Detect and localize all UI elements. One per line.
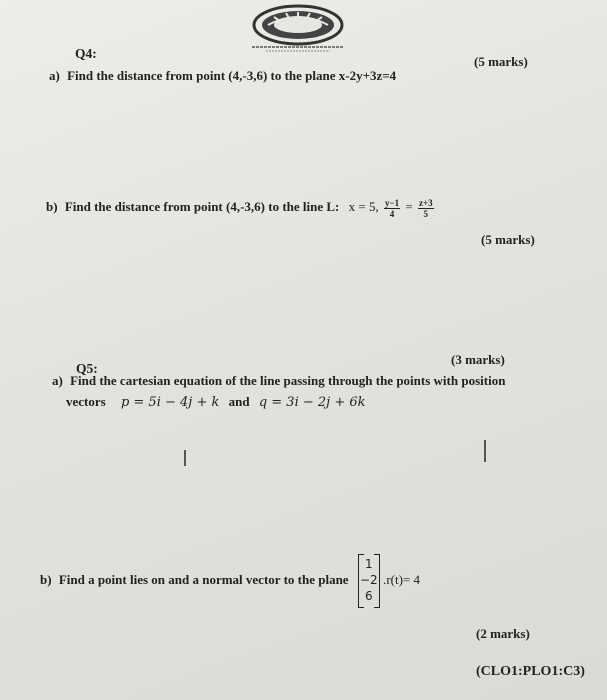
q4b-marks: (5 marks) — [481, 232, 535, 247]
q5b-label: b) — [40, 572, 52, 587]
university-logo — [246, 3, 350, 53]
q4b-frac1-num: y−1 — [384, 197, 400, 208]
q5-heading: Q5: — [76, 361, 98, 376]
pen-mark-right — [484, 440, 486, 462]
q5a-q-vector: q = 3i − 2j + 6k — [258, 395, 366, 410]
q5b-suffix: .r(t)= 4 — [383, 572, 421, 587]
q5b-marks: (2 marks) — [476, 626, 530, 641]
q5a-vectors-label: vectors — [66, 394, 106, 409]
matrix-right-bracket — [374, 554, 380, 608]
q4b-fraction-y — [384, 198, 400, 219]
pen-mark-left — [184, 450, 186, 466]
q4a-label: a) — [49, 68, 60, 83]
matrix-cell-2: −2 — [359, 573, 378, 588]
q4-heading: Q4: — [75, 46, 97, 61]
q4b-equals: = — [405, 199, 413, 214]
q4b-question — [46, 195, 436, 219]
q4b-text: Find the distance from point (4,-3,6) to the line L: — [64, 199, 340, 214]
q5-total-marks: (3 marks) — [451, 352, 505, 367]
q5b-text: Find a point lies on and a normal vector to the plane — [58, 572, 349, 587]
q5a-text-line1: Find the cartesian equation of the line passing through the points with position — [70, 373, 506, 388]
logo-emblem-icon — [246, 3, 350, 53]
q5a-label: a) — [52, 373, 63, 388]
q4b-equation-x: x = 5, — [348, 199, 379, 214]
q5b-normal-matrix — [358, 554, 380, 608]
matrix-cell-1: 1 — [365, 557, 373, 572]
q4b-label: b) — [46, 199, 58, 214]
q4b-frac2-den: 5 — [423, 208, 429, 219]
q4a-marks: (5 marks) — [474, 54, 528, 69]
q4b-frac1-den: 4 — [389, 208, 395, 219]
q4a-question — [49, 68, 396, 84]
q5b-question — [40, 552, 420, 608]
q5a-question-line2 — [66, 394, 366, 410]
q4b-frac2-num: z+3 — [418, 197, 433, 208]
matrix-cell-3: 6 — [365, 589, 373, 604]
clo-reference: (CLO1:PLO1:C3) — [476, 664, 585, 679]
q5a-question-line1 — [52, 373, 505, 389]
q4a-text: Find the distance from point (4,-3,6) to the plane x-2y+3z=4 — [67, 68, 397, 83]
q5a-and: and — [228, 394, 250, 409]
q4b-fraction-z — [418, 198, 434, 219]
q5a-p-vector: p = 5i − 4j + k — [120, 395, 220, 410]
